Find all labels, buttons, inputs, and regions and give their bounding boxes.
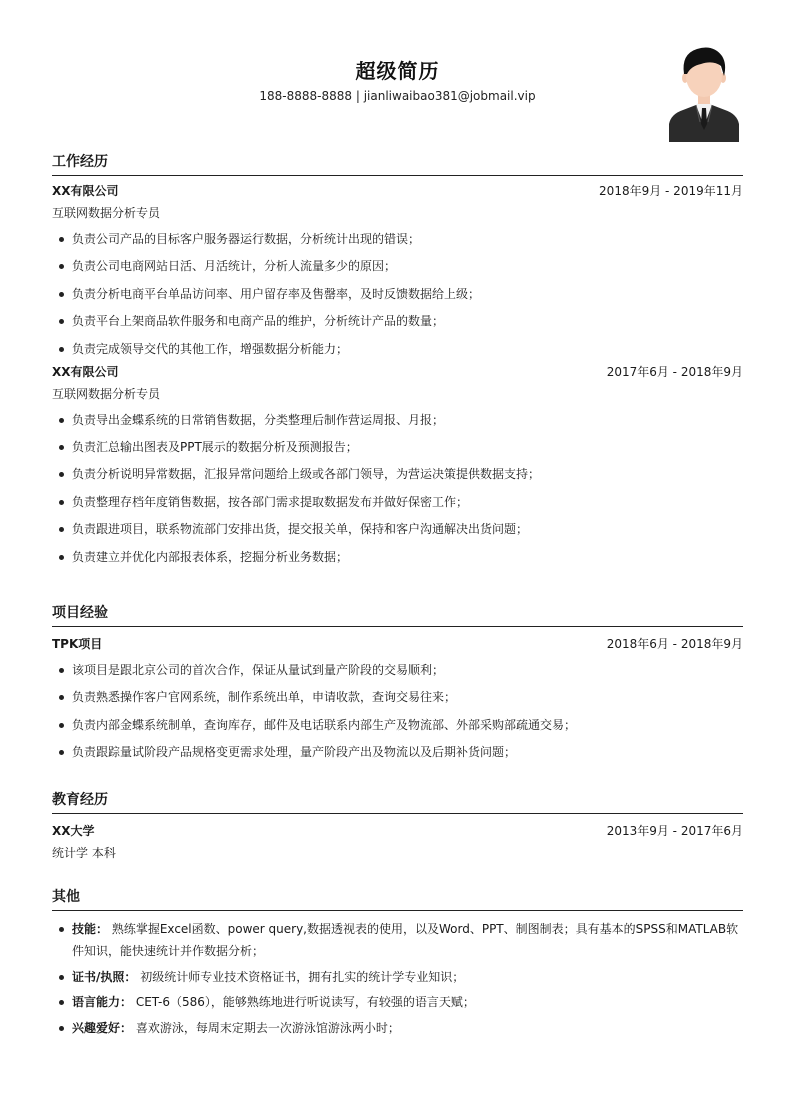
- list-item: 负责公司产品的目标客户服务器运行数据，分析统计出现的错误；: [52, 228, 743, 250]
- job-date: 2017年6月 - 2018年9月: [606, 364, 743, 379]
- job-header: [52, 180, 743, 202]
- other-section-title: 其他: [52, 885, 743, 911]
- language-label: 语言能力：: [72, 995, 133, 1010]
- job-position: 互联网数据分析专员: [52, 386, 161, 401]
- list-item: 负责分析电商平台单品访问率、用户留存率及售罄率，及时反馈数据给上级；: [52, 283, 743, 305]
- company-name: XX有限公司: [52, 184, 119, 198]
- list-item: 负责内部金蝶系统制单，查询库存，邮件及电话联系内部生产及物流部、外部采购部疏通交易；: [52, 714, 743, 736]
- list-item: 负责平台上架商品软件服务和电商产品的维护，分析统计产品的数量；: [52, 310, 743, 332]
- list-item: 负责分析说明异常数据，汇报异常问题给上级或各部门领导，为营运决策提供数据支持；: [52, 463, 743, 485]
- other-list: [52, 918, 743, 1039]
- list-item: [52, 991, 743, 1013]
- list-item: [52, 918, 743, 962]
- project-section: [52, 601, 743, 769]
- list-item: 负责跟进项目，联系物流部门安排出货，提交报关单，保持和客户沟通解决出货问题；: [52, 518, 743, 540]
- job-date: 2018年9月 - 2019年11月: [599, 184, 743, 198]
- job-position: 互联网数据分析专员: [52, 206, 161, 220]
- list-item: [52, 1017, 743, 1039]
- duty-list: [52, 409, 743, 568]
- hobbies-label: 兴趣爱好：: [72, 1020, 133, 1035]
- resume-name: 超级简历: [355, 59, 440, 83]
- resume-page: [52, 0, 743, 1107]
- list-item: 负责熟悉操作客户官网系统，制作系统出单，申请收款，查询交易往来；: [52, 686, 743, 708]
- education-section-title: 教育经历: [52, 788, 743, 814]
- list-item: 负责完成领导交代的其他工作，增强数据分析能力；: [52, 338, 743, 360]
- degree: 统计学 本科: [52, 846, 116, 860]
- avatar-photo: [669, 44, 739, 142]
- school-name: XX大学: [52, 824, 95, 838]
- certificates-label: 证书/执照：: [72, 969, 137, 984]
- project-header: [52, 633, 743, 655]
- work-section-title: 工作经历: [52, 150, 743, 176]
- list-item: 负责汇总输出图表及PPT展示的数据分析及预测报告；: [52, 436, 743, 458]
- project-date: 2018年6月 - 2018年9月: [606, 637, 743, 651]
- language-text: CET-6（586），能够熟练地进行听说读写，有较强的语言天赋；: [135, 995, 475, 1010]
- company-name: XX有限公司: [52, 364, 119, 379]
- education-date: 2013年9月 - 2017年6月: [606, 824, 743, 838]
- skills-label: 技能：: [72, 922, 109, 936]
- contact-info: 188-8888-8888 | jianliwaibao381@jobmail.vip: [259, 89, 536, 103]
- certificates-text: 初级统计师专业技术资格证书，拥有扎实的统计学专业知识；: [140, 969, 465, 984]
- list-item: 负责导出金蝶系统的日常销售数据，分类整理后制作营运周报、月报；: [52, 409, 743, 431]
- project-name: TPK项目: [52, 637, 103, 651]
- list-item: 负责建立并优化内部报表体系，挖掘分析业务数据；: [52, 546, 743, 568]
- project-list: [52, 659, 743, 763]
- list-item: 负责公司电商网站日活、月活统计，分析人流量多少的原因；: [52, 255, 743, 277]
- education-section: [52, 788, 743, 865]
- list-item: 负责跟踪量试阶段产品规格变更需求处理，量产阶段产出及物流以及后期补货问题；: [52, 741, 743, 763]
- work-section: [52, 150, 743, 573]
- list-item: 负责整理存档年度销售数据，按各部门需求提取数据发布并做好保密工作；: [52, 491, 743, 513]
- list-item: [52, 966, 743, 988]
- duty-list: [52, 228, 743, 360]
- hobbies-text: 喜欢游泳，每周末定期去一次游泳馆游泳两小时；: [135, 1020, 400, 1035]
- skills-text: 熟练掌握Excel函数、power query,数据透视表的使用，以及Word、PPT、制图制表；具有基本的SPSS和MATLAB软件知识，能快速统计并作数据分析；: [72, 922, 739, 958]
- project-section-title: 项目经验: [52, 601, 743, 627]
- job-header: [52, 361, 743, 383]
- education-header: [52, 820, 743, 842]
- other-section: [52, 885, 743, 1042]
- list-item: 该项目是跟北京公司的首次合作，保证从量试到量产阶段的交易顺利；: [52, 659, 743, 681]
